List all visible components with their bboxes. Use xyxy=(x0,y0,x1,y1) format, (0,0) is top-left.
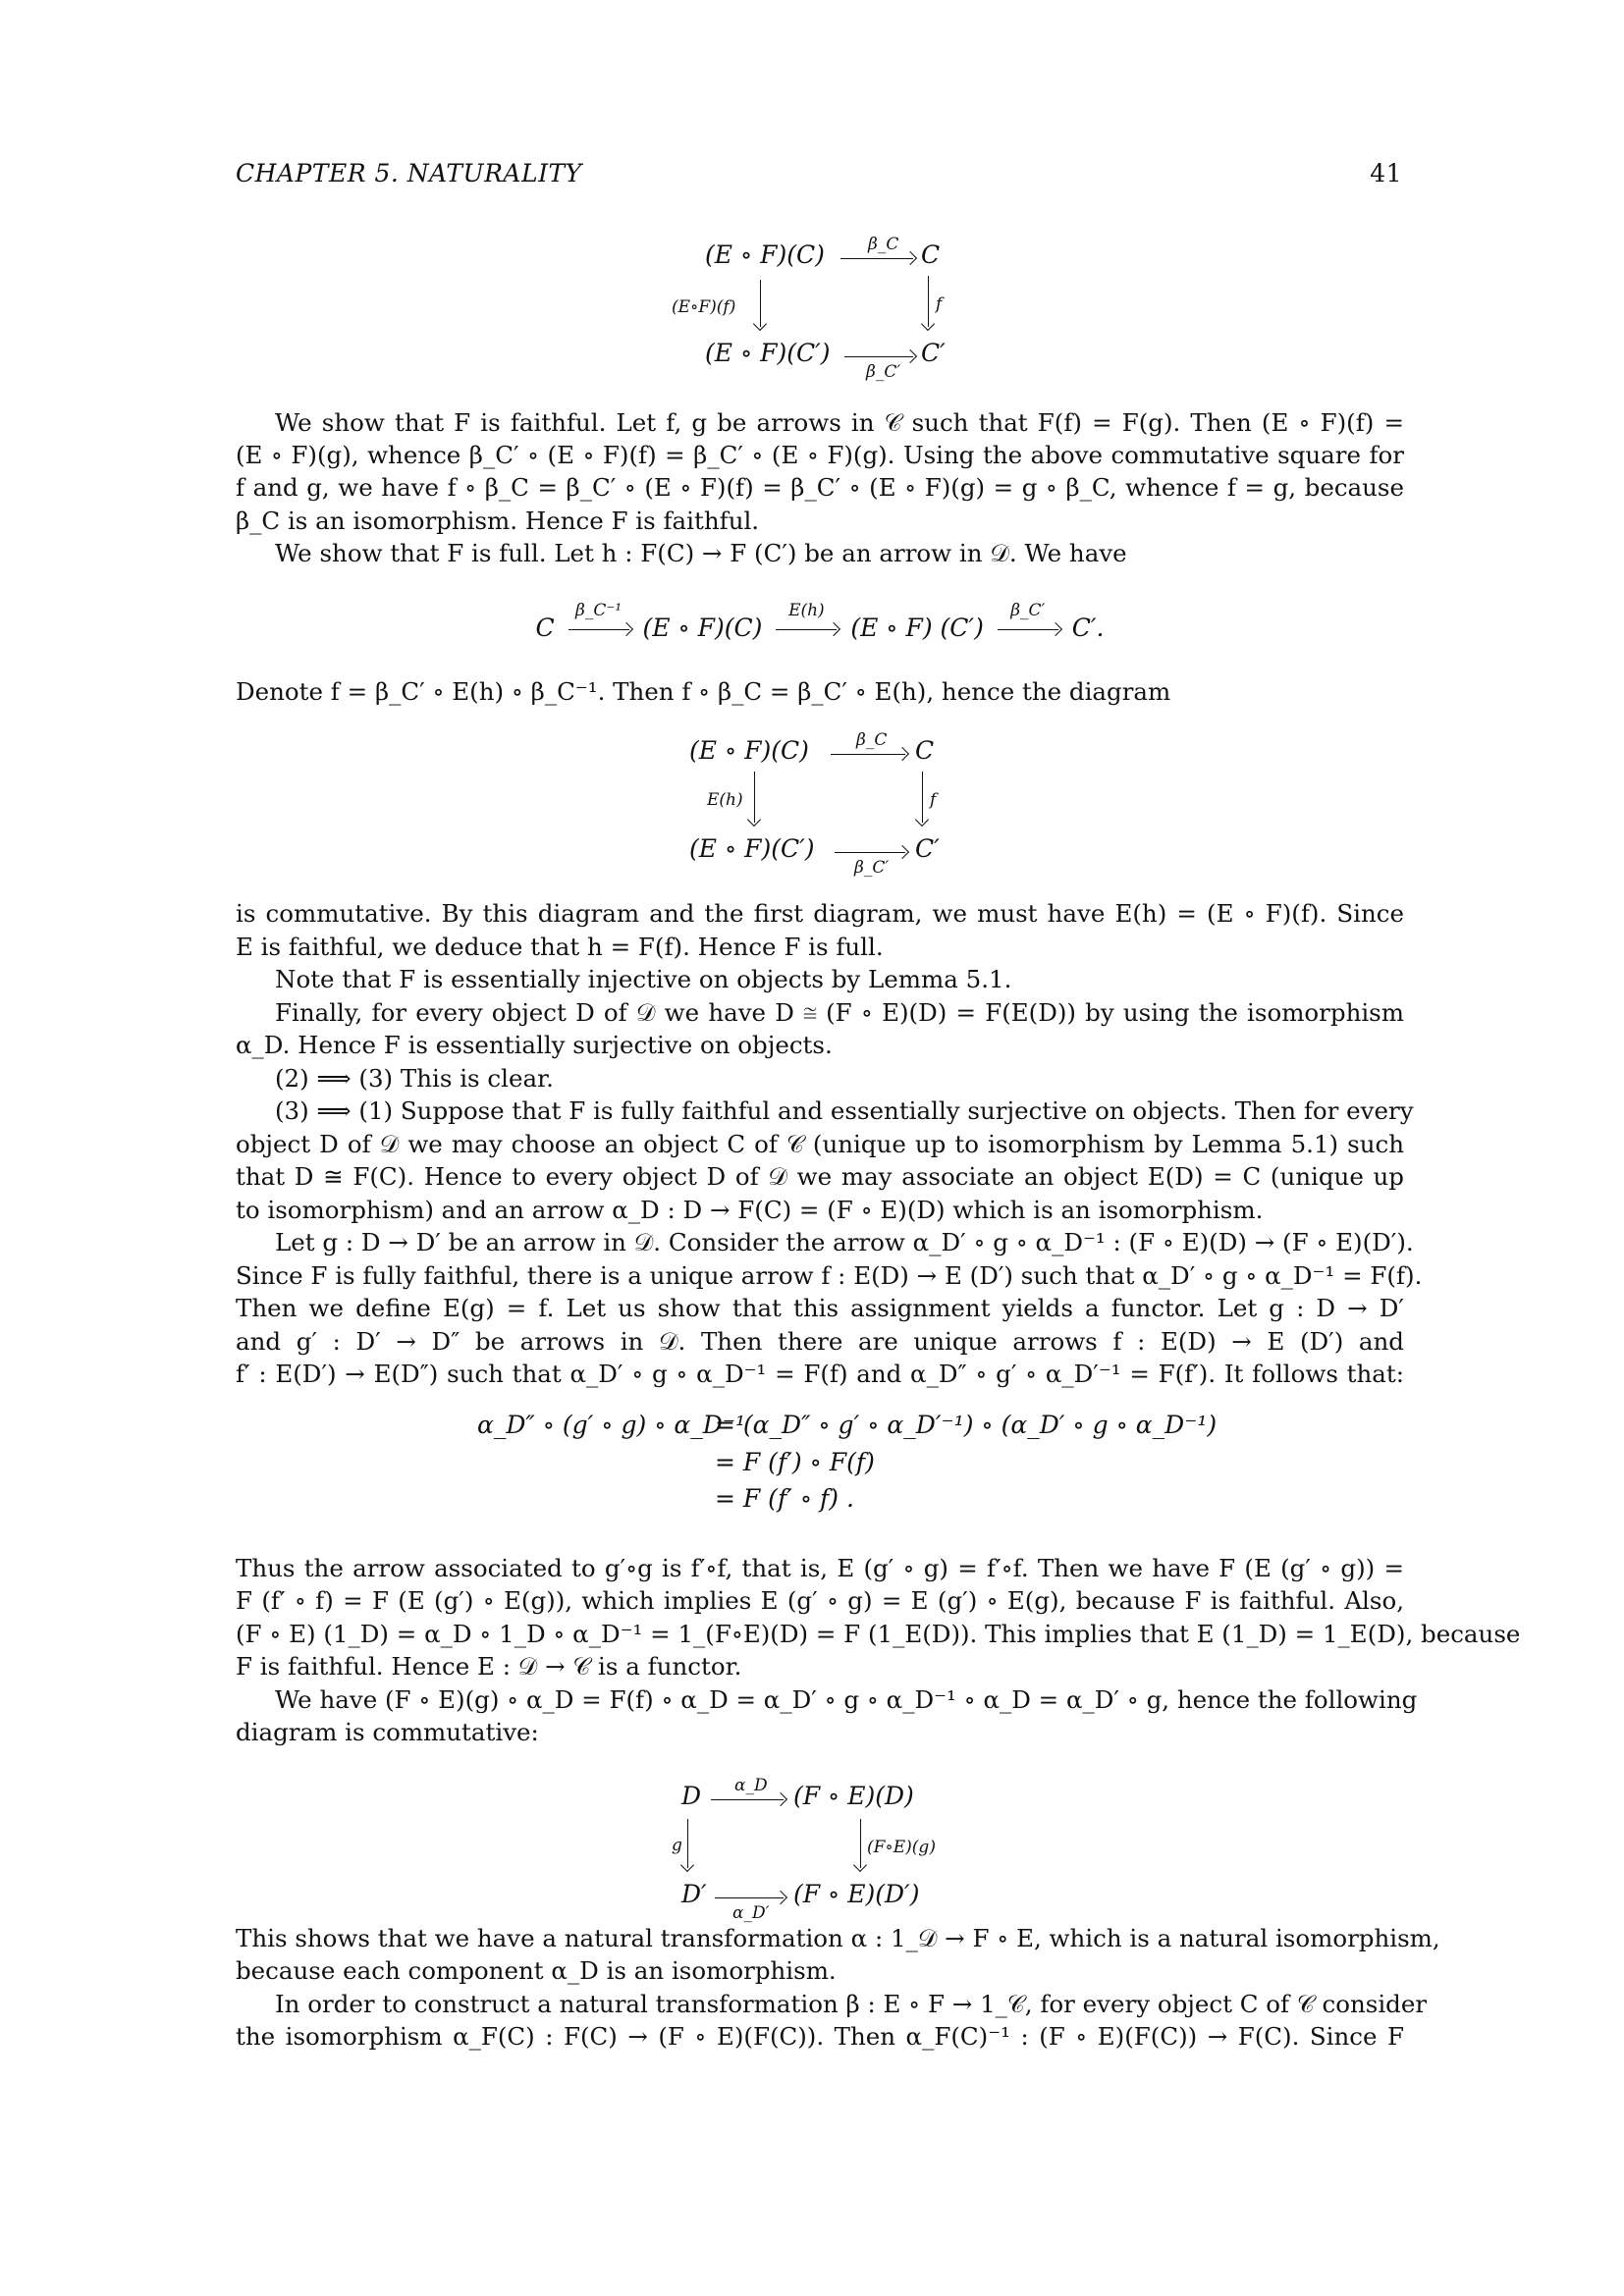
arrow-label: β_C⁻¹ xyxy=(575,601,623,620)
text-line: f′ : E(D′) → E(D″) such that α_D′ ∘ g ∘ α_D⁻¹ = F(f) and α_D″ ∘ g′ ∘ α_D′⁻¹ = F(f′). It follows that: xyxy=(236,1360,1404,1388)
text-line: and g′ : D′ → D″ be arrows in 𝒟. Then there are unique arrows f : E(D) → E (D′) and xyxy=(236,1327,1404,1356)
text-line: (2) ⟹ (3) This is clear. xyxy=(275,1064,554,1093)
chain-object: (E ∘ F) (C′) xyxy=(850,614,984,642)
text-line: Thus the arrow associated to g′∘g is f′∘f, that is, E (g′ ∘ g) = f′∘f. Then we have F (E (g′ ∘ g)) = xyxy=(236,1554,1404,1582)
diagram-node: C′ xyxy=(921,339,946,367)
text-line: the isomorphism α_F(C) : F(C) → (F ∘ E)(F(C)). Then α_F(C)⁻¹ : (F ∘ E)(F(C)) → F(C). Since F xyxy=(236,2022,1404,2051)
diagram-node: (E ∘ F)(C′) xyxy=(705,339,831,367)
text-line: object D of 𝒟 we may choose an object C of 𝒞 (unique up to isomorphism by Lemma 5.1) such xyxy=(236,1130,1404,1158)
text-line: f and g, we have f ∘ β_C = β_C′ ∘ (E ∘ F)(f) = β_C′ ∘ (E ∘ F)(g) = g ∘ β_C, whence f = g, because xyxy=(236,473,1404,502)
down-arrow-icon xyxy=(928,276,929,327)
diagram-node: D′ xyxy=(681,1880,707,1908)
text-line: to isomorphism) and an arrow α_D : D → F(C) = (F ∘ E)(D) which is an isomorphism. xyxy=(236,1196,1264,1224)
page-number: 41 xyxy=(1370,159,1402,187)
arrow-label: E(h) xyxy=(707,790,743,810)
arrow-label: (E∘F)(f) xyxy=(672,297,736,317)
arrow-label: β_C xyxy=(868,235,899,254)
chain-object: (E ∘ F)(C) xyxy=(642,614,763,642)
arrow-label: (F∘E)(g) xyxy=(867,1838,936,1857)
right-arrow-icon xyxy=(831,754,905,755)
text-line: E is faithful, we deduce that h = F(f). Hence F is full. xyxy=(236,933,884,961)
diagram-node: C′ xyxy=(915,834,940,863)
equation-lhs: α_D″ ∘ (g′ ∘ g) ∘ α_D⁻¹ xyxy=(477,1411,746,1439)
text-line: Finally, for every object D of 𝒟 we have D ≅ (F ∘ E)(D) = F(E(D)) by using the isomorphism xyxy=(275,998,1404,1027)
diagram-node: (E ∘ F)(C) xyxy=(689,736,809,765)
text-line: F is faithful. Hence E : 𝒟 → 𝒞 is a functor. xyxy=(236,1652,742,1681)
text-line: is commutative. By this diagram and the first diagram, we must have E(h) = (E ∘ F)(f). Since xyxy=(236,899,1404,928)
text-line: (3) ⟹ (1) Suppose that F is fully faithful and essentially surjective on objects. Then for every xyxy=(275,1096,1414,1125)
commutative-diagram-1 xyxy=(672,235,982,382)
text-line: because each component α_D is an isomorphism. xyxy=(236,1956,837,1985)
text-line: β_C is an isomorphism. Hence F is faithful. xyxy=(236,507,760,535)
text-line: (F ∘ E) (1_D) = α_D ∘ 1_D ∘ α_D⁻¹ = 1_(F∘E)(D) = F (1_E(D)). This implies that E (1_D) = 1_E(D), because xyxy=(236,1620,1521,1648)
diagram-node: (E ∘ F)(C) xyxy=(705,240,825,269)
right-arrow-icon xyxy=(844,356,913,357)
chain-object: C xyxy=(535,614,555,642)
diagram-node: D xyxy=(681,1782,702,1810)
right-arrow-icon xyxy=(715,1897,784,1898)
down-arrow-icon xyxy=(687,1819,688,1868)
arrow-label: f xyxy=(930,790,937,810)
right-arrow-icon xyxy=(835,852,905,853)
text-line: α_D. Hence F is essentially surjective on objects. xyxy=(236,1031,833,1059)
text-line: (E ∘ F)(g), whence β_C′ ∘ (E ∘ F)(f) = β_C′ ∘ (E ∘ F)(g). Using the above commutative square for xyxy=(236,441,1404,469)
commutative-diagram-2 xyxy=(687,730,982,878)
text-line: Since F is fully faithful, there is a unique arrow f : E(D) → E (D′) such that α_D′ ∘ g ∘ α_D⁻¹ = F(f). xyxy=(236,1261,1423,1290)
diagram-node: (F ∘ E)(D) xyxy=(793,1782,914,1810)
down-arrow-icon xyxy=(760,280,761,327)
right-arrow-icon xyxy=(711,1799,784,1800)
arrow-label: f xyxy=(936,294,943,314)
text-line: We have (F ∘ E)(g) ∘ α_D = F(f) ∘ α_D = α_D′ ∘ g ∘ α_D⁻¹ ∘ α_D = α_D′ ∘ g, hence the following xyxy=(275,1685,1418,1714)
equation-row: = F (f′) ∘ F(f) xyxy=(715,1448,875,1476)
text-line: that D ≅ F(C). Hence to every object D of 𝒟 we may associate an object E(D) = C (unique up xyxy=(236,1162,1404,1191)
down-arrow-icon xyxy=(922,772,923,823)
commutative-diagram-3 xyxy=(672,1776,988,1923)
arrow-label: β_C′ xyxy=(1010,601,1046,620)
running-header: CHAPTER 5. NATURALITY xyxy=(236,159,582,187)
diagram-node: C xyxy=(921,240,941,269)
right-arrow-icon xyxy=(998,601,1058,630)
text-line: We show that F is faithful. Let f, g be arrows in 𝒞 such that F(f) = F(g). Then (E ∘ F)(f) = xyxy=(275,408,1404,437)
text-line: F (f′ ∘ f) = F (E (g′) ∘ E(g)), which implies E (g′ ∘ g) = E (g′) ∘ E(g), because F is faithful. Also, xyxy=(236,1586,1404,1615)
equation-row: = (α_D″ ∘ g′ ∘ α_D′⁻¹) ∘ (α_D′ ∘ g ∘ α_D⁻¹) xyxy=(715,1411,1218,1439)
diagram-node: C xyxy=(915,736,935,765)
down-arrow-icon xyxy=(860,1819,861,1868)
arrow-label: β_C′ xyxy=(854,858,890,878)
text-line: Let g : D → D′ be an arrow in 𝒟. Consider the arrow α_D′ ∘ g ∘ α_D⁻¹ : (F ∘ E)(D) → (F ∘ E)(D′). xyxy=(275,1228,1414,1256)
text-line: Then we define E(g) = f. Let us show that this assignment yields a functor. Let g : D → D′ xyxy=(236,1294,1404,1322)
text-line: Note that F is essentially injective on objects by Lemma 5.1. xyxy=(275,965,1012,993)
chain-object: C′. xyxy=(1071,614,1105,642)
arrow-label: α_D xyxy=(734,1776,768,1795)
text-line: This shows that we have a natural transformation α : 1_𝒟 → F ∘ E, which is a natural isomorphism, xyxy=(236,1924,1440,1952)
text-line: In order to construct a natural transformation β : E ∘ F → 1_𝒞, for every object C of 𝒞 consider xyxy=(275,1990,1428,2018)
diagram-node: (E ∘ F)(C′) xyxy=(689,834,815,863)
text-line: Denote f = β_C′ ∘ E(h) ∘ β_C⁻¹. Then f ∘ β_C = β_C′ ∘ E(h), hence the diagram xyxy=(236,677,1171,706)
arrow-label: α_D′ xyxy=(732,1903,770,1923)
right-arrow-icon xyxy=(840,258,913,259)
diagram-node: (F ∘ E)(D′) xyxy=(793,1880,920,1908)
equation-row: = F (f′ ∘ f) . xyxy=(715,1484,854,1513)
arrow-label: β_C′ xyxy=(866,362,901,382)
arrow-label: β_C xyxy=(856,730,888,750)
down-arrow-icon xyxy=(754,772,755,823)
text-line: diagram is commutative: xyxy=(236,1718,539,1746)
composite-equation xyxy=(236,601,1404,642)
arrow-label: g xyxy=(672,1836,682,1855)
text-line: We show that F is full. Let h : F(C) → F (C′) be an arrow in 𝒟. We have xyxy=(275,539,1127,567)
arrow-label: E(h) xyxy=(788,601,825,620)
right-arrow-icon xyxy=(776,601,837,630)
right-arrow-icon xyxy=(568,601,629,630)
